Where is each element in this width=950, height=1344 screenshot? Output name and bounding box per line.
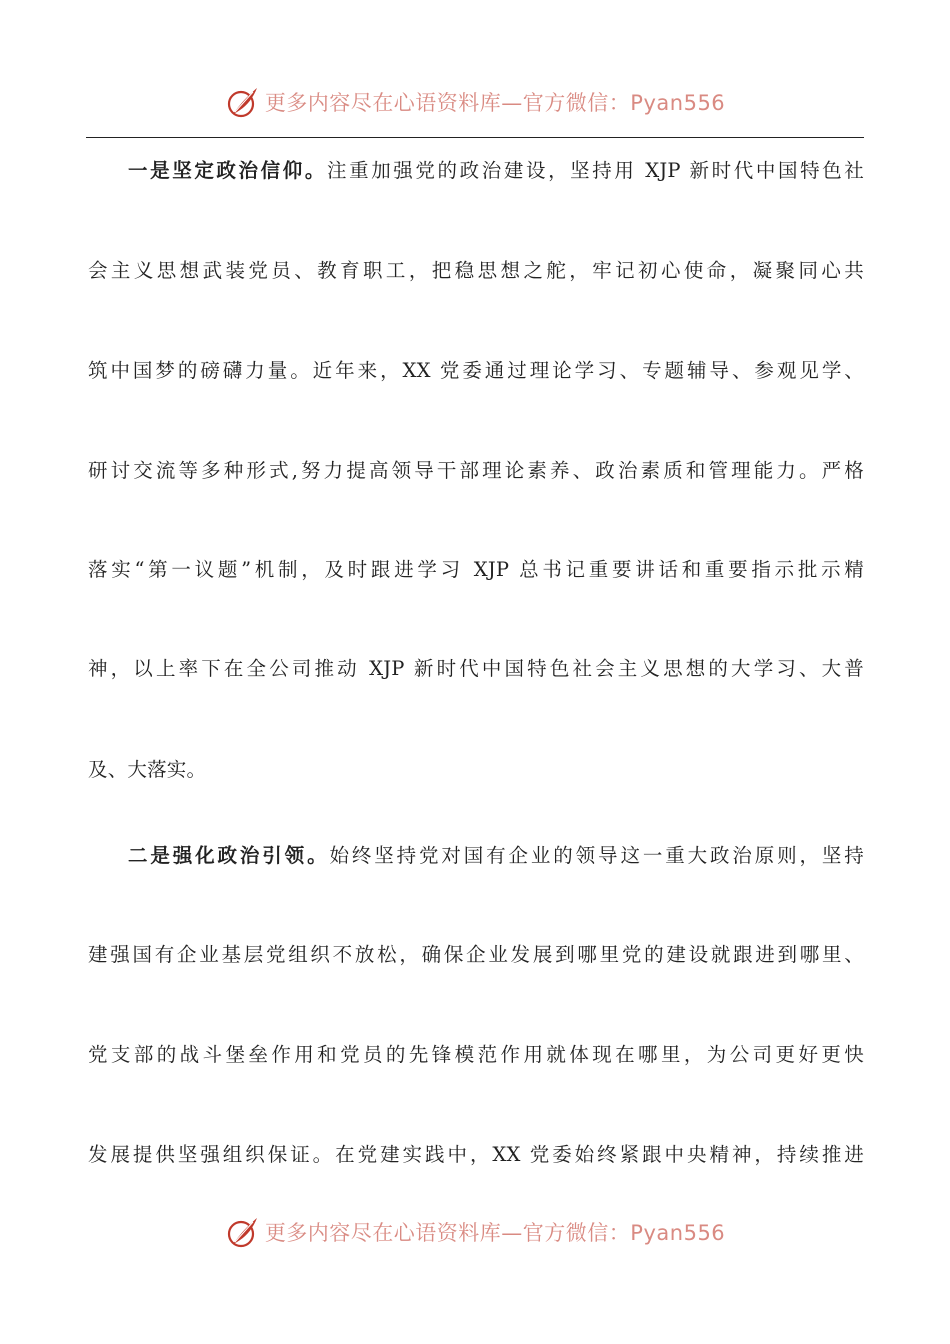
paragraph-line: 落实“第一议题”机制，及时跟进学习 XJP 总书记重要讲话和重要指示批示精	[88, 558, 864, 581]
paragraph-line: 及、大落实。	[88, 758, 207, 781]
paragraph-line	[128, 836, 864, 876]
paragraph-line: 发展提供坚强组织保证。在党建实践中，XX 党委始终紧跟中央精神，持续推进	[88, 1143, 864, 1166]
paragraph-line: 研讨交流等多种形式,努力提高领导干部理论素养、政治素质和管理能力。严格	[88, 459, 864, 482]
footer-banner	[0, 1212, 950, 1252]
paragraph-line: 会主义思想武装党员、教育职工，把稳思想之舵，牢记初心使命，凝聚同心共	[88, 259, 864, 282]
paragraph-line: 筑中国梦的磅礴力量。近年来，XX 党委通过理论学习、专题辅导、参观见学、	[88, 359, 864, 382]
header-banner-text: 更多内容尽在心语资料库—官方微信：Pyan556	[264, 91, 726, 115]
paragraph-line: 建强国有企业基层党组织不放松，确保企业发展到哪里党的建设就跟进到哪里、	[88, 943, 864, 966]
footer-banner-text: 更多内容尽在心语资料库—官方微信：Pyan556	[264, 1221, 726, 1245]
paragraph-line: 党支部的战斗堡垒作用和党员的先锋模范作用就体现在哪里，为公司更好更快	[88, 1043, 864, 1066]
paragraph-lead-heading: 二是强化政治引领。	[128, 844, 330, 867]
paragraph-line-text: 注重加强党的政治建设，坚持用 XJP 新时代中国特色社	[326, 159, 864, 182]
header-divider	[86, 137, 864, 138]
header-banner	[0, 82, 950, 122]
paragraph-line-text: 始终坚持党对国有企业的领导这一重大政治原则，坚持	[329, 844, 864, 867]
feather-pen-logo-icon	[225, 1214, 261, 1250]
paragraph-lead-heading: 一是坚定政治信仰。	[128, 159, 327, 182]
paragraph-line: 神，以上率下在全公司推动 XJP 新时代中国特色社会主义思想的大学习、大普	[88, 657, 864, 680]
paragraph-line	[128, 151, 864, 191]
feather-pen-logo-icon	[225, 84, 261, 120]
